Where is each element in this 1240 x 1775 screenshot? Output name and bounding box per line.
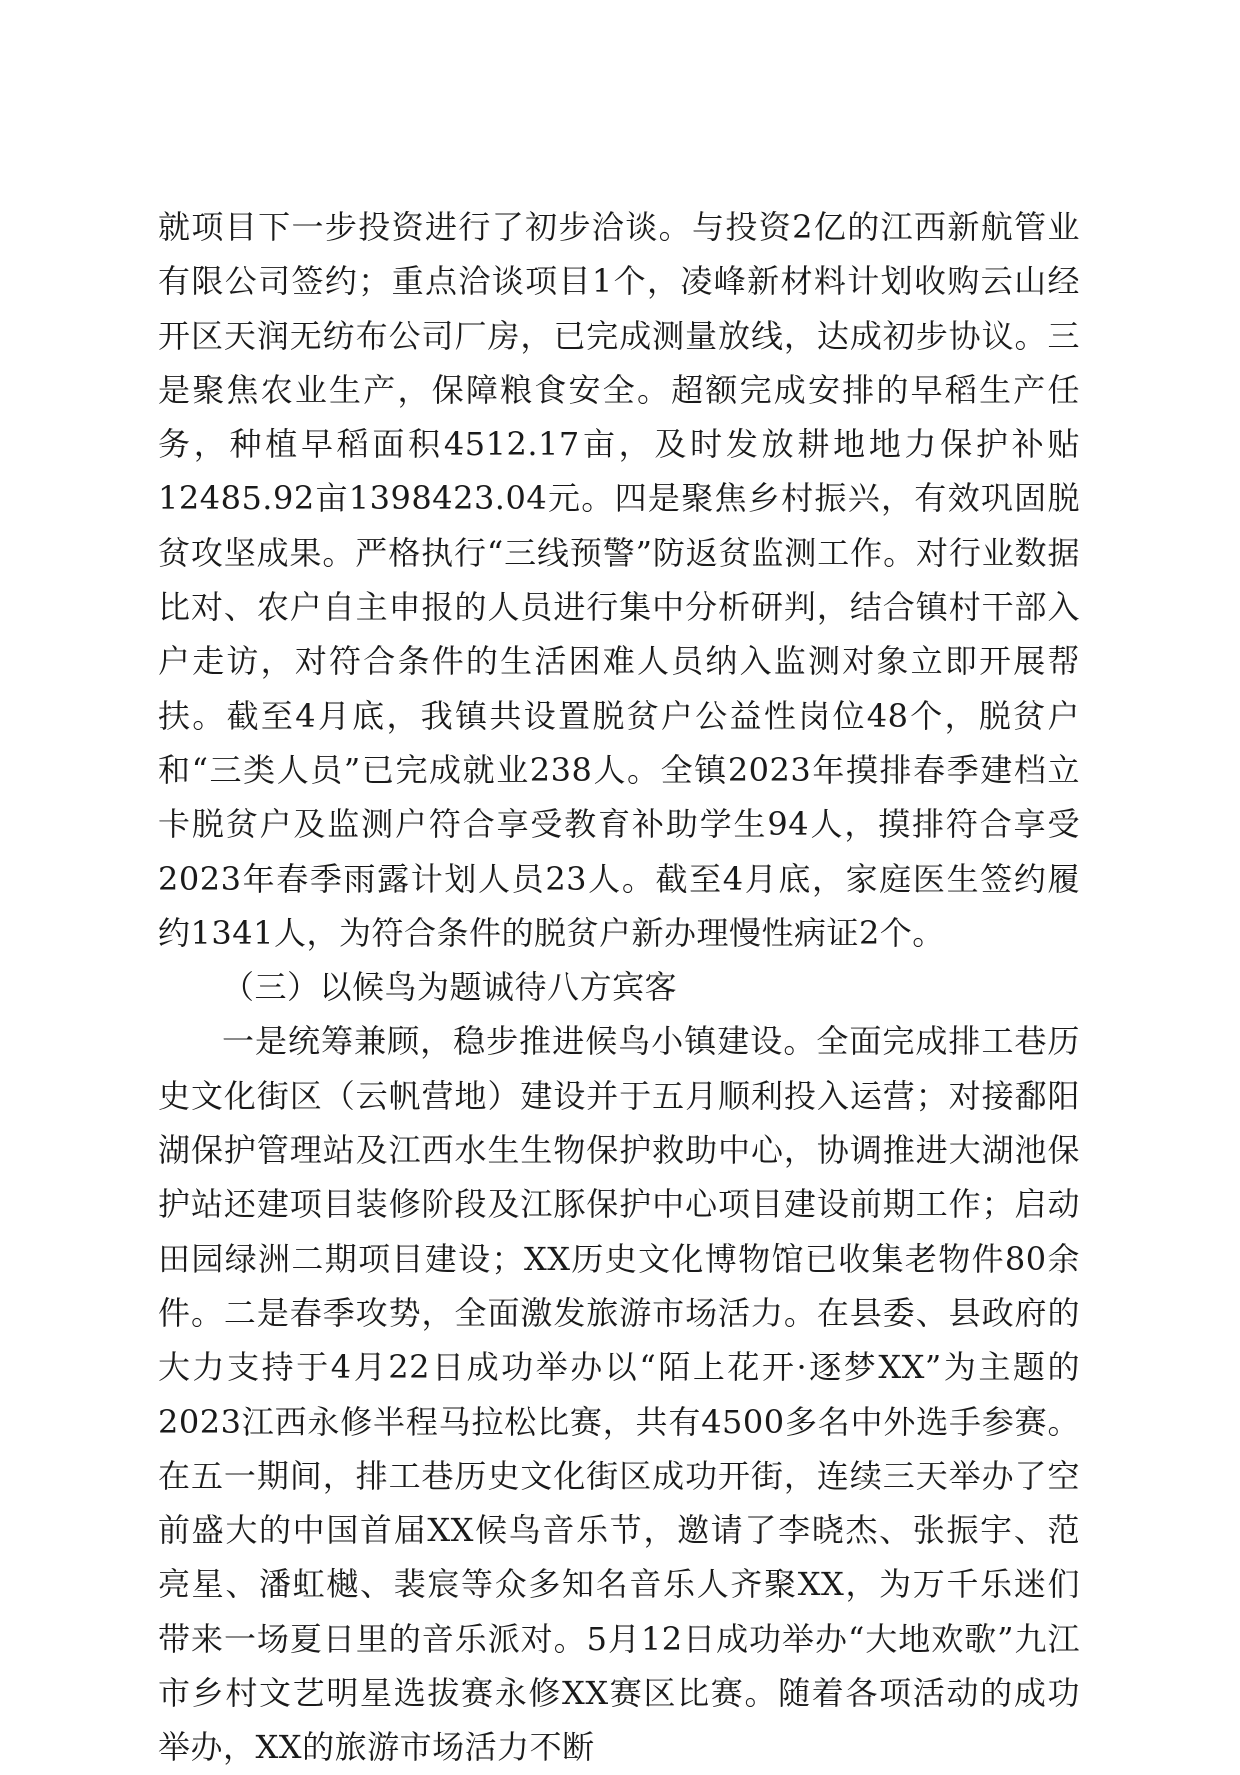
section-heading-3: （三）以候鸟为题诚待八方宾客 xyxy=(222,968,678,1007)
document-body xyxy=(158,200,1080,1775)
body-paragraph-continued: 就项目下一步投资进行了初步洽谈。与投资2亿的江西新航管业有限公司签约；重点洽谈项目1个，凌峰新材料计划收购云山经开区天润无纺布公司厂房，已完成测量放线，达成初步协议。三是聚焦农业生产，保障粮食安全。超额完成安排的早稻生产任务，种植早稻面积4512.17亩，及时发放耕地地力保护补贴12485.92亩1398423.04元。四是聚焦乡村振兴，有效巩固脱贫攻坚成果。严格执行“三线预警”防返贫监测工作。对行业数据比对、农户自主申报的人员进行集中分析研判，结合镇村干部入户走访，对符合条件的生活困难人员纳入监测对象立即开展帮扶。截至4月底，我镇共设置脱贫户公益性岗位48个，脱贫户和“三类人员”已完成就业238人。全镇2023年摸排春季建档立卡脱贫户及监测户符合享受教育补助学生94人，摸排符合享受2023年春季雨露计划人员23人。截至4月底，家庭医生签约履约1341人，为符合条件的脱贫户新办理慢性病证2个。 xyxy=(158,208,1080,952)
body-paragraph: 一是统筹兼顾，稳步推进候鸟小镇建设。全面完成排工巷历史文化街区（云帆营地）建设并于五月顺利投入运营；对接鄱阳湖保护管理站及江西水生生物保护救助中心，协调推进大湖池保护站还建项目装修阶段及江豚保护中心项目建设前期工作；启动田园绿洲二期项目建设；XX历史文化博物馆已收集老物件80余件。二是春季攻势，全面激发旅游市场活力。在县委、县政府的大力支持于4月22日成功举办以“陌上花开·逐梦XX”为主题的2023江西永修半程马拉松比赛，共有4500多名中外选手参赛。在五一期间，排工巷历史文化街区成功开街，连续三天举办了空前盛大的中国首届XX候鸟音乐节，邀请了李晓杰、张振宇、范亮星、潘虹樾、裴宸等众多知名音乐人齐聚XX，为万千乐迷们带来一场夏日里的音乐派对。5月12日成功举办“大地欢歌”九江市乡村文艺明星选拔赛永修XX赛区比赛。随着各项活动的成功举办，XX的旅游市场活力不断 xyxy=(158,1022,1080,1767)
